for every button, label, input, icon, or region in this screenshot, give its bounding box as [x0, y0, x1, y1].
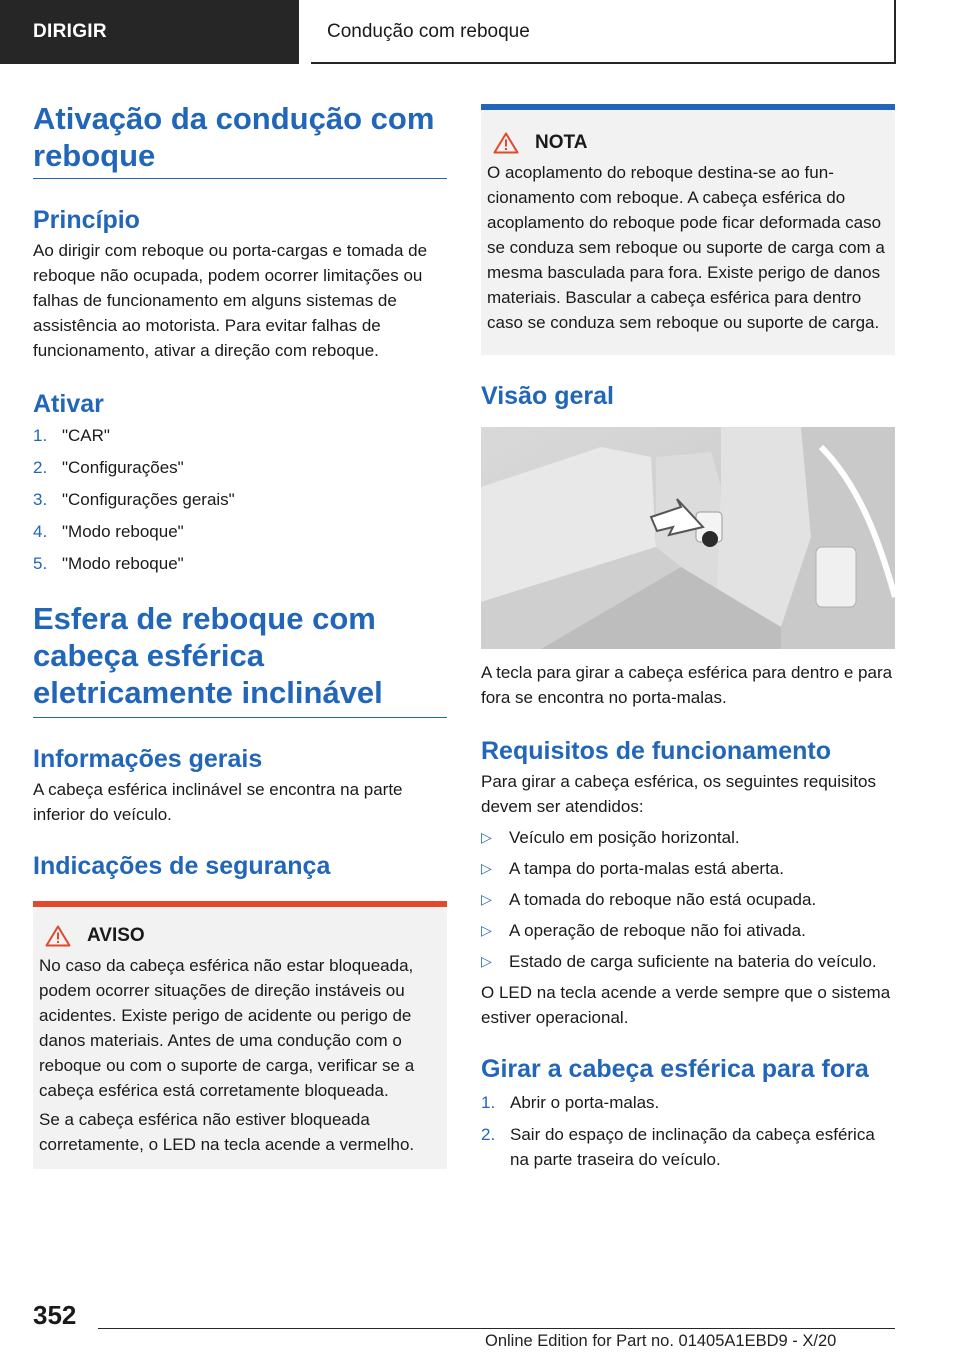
heading-requisitos: Requisitos de funcionamento	[481, 737, 832, 765]
bullet-triangle-icon: ▷	[481, 953, 492, 969]
list-item: 1. Abrir o porta-malas.	[481, 1093, 660, 1112]
list-item: ▷ A operação de reboque não foi ativada.	[481, 918, 895, 943]
heading-informacoes: Informações gerais	[33, 745, 263, 773]
list-item: 2. "Configurações"	[33, 458, 184, 477]
list-item: 2. Sair do espaço de inclinação da cabeça esférica na parte traseira do veículo.	[481, 1125, 875, 1169]
photo-caption: A tecla para girar a cabeça esférica para dentro e para fora se encontra no porta-malas.	[481, 663, 893, 707]
principio-text: Ao dirigir com reboque ou porta-cargas e tomada de reboque não ocupada, podem ocorrer limitações ou falhas de funcionamento em alguns sistemas de assistência ao motorista. Para evitar falhas de funcionamento, ativar a direção com reboque.	[33, 241, 428, 360]
heading-principio: Princípio	[33, 206, 140, 234]
list-item: ▷ Estado de carga suficiente na bateria do veículo.	[481, 949, 895, 974]
girar-steps	[481, 1090, 895, 1172]
section-label: DIRIGIR	[0, 0, 299, 64]
page-header	[0, 0, 960, 66]
section-heading-ativacao: Ativação da condução com reboque	[33, 100, 447, 179]
warning-text-2: Se a cabeça esférica não estiver bloqueada corretamente, o LED na tecla acende a vermelho.	[39, 1110, 415, 1154]
list-item: ▷ A tomada do reboque não está ocupada.	[481, 887, 895, 912]
page-number: 352	[33, 1300, 77, 1330]
bullet-triangle-icon: ▷	[481, 829, 492, 845]
note-label: NOTA	[535, 132, 588, 153]
requisitos-intro: Para girar a cabeça esférica, os seguintes requisitos devem ser atendidos:	[481, 772, 876, 816]
led-note: O LED na tecla acende a verde sempre que o sistema estiver operacional.	[481, 983, 891, 1027]
bullet-triangle-icon: ▷	[481, 860, 492, 876]
warning-box	[33, 901, 447, 1169]
informacoes-text: A cabeça esférica inclinável se encontra na parte inferior do veículo.	[33, 780, 403, 824]
warning-triangle-icon	[493, 132, 519, 154]
note-text: O acoplamento do reboque destina-se ao funcionamento com reboque. A cabeça esférica do acoplamento do reboque pode ficar deformada caso se conduza sem reboque ou suporte de carga com a mesma basculada para fora. Existe perigo de danos materiais. Bascular a cabeça esférica para dentro caso se conduza sem reboque ou suporte de carga.	[487, 163, 885, 332]
list-item: 5. "Modo reboque"	[33, 554, 184, 573]
list-item: 4. "Modo reboque"	[33, 522, 184, 541]
list-item: 1. "CAR"	[33, 426, 110, 445]
list-item: ▷ Veículo em posição horizontal.	[481, 825, 895, 850]
list-item: ▷ A tampa do porta-malas está aberta.	[481, 856, 895, 881]
trunk-photo	[481, 427, 895, 649]
list-item: 3. "Configurações gerais"	[33, 490, 235, 509]
left-column	[33, 100, 447, 1169]
edition-info: Online Edition for Part no. 01405A1EBD9 - X/20	[485, 1332, 837, 1350]
heading-ativar: Ativar	[33, 390, 104, 418]
warning-label: AVISO	[87, 925, 145, 946]
chapter-title: Condução com reboque	[311, 0, 896, 64]
bullet-triangle-icon: ▷	[481, 922, 492, 938]
right-column	[481, 104, 895, 1179]
trunk-illustration	[481, 427, 895, 649]
heading-seguranca: Indicações de segurança	[33, 852, 331, 880]
requisitos-list	[481, 825, 895, 974]
warning-text-1: No caso da cabeça esférica não estar bloqueada, podem ocorrer situações de direção instáveis ou acidentes. Existe perigo de acidente ou perigo de danos materiais. Antes de uma condução com o reboque ou com o suporte de carga, verificar se a cabeça esférica está corretamente bloqueada.	[39, 956, 415, 1100]
footer-divider	[98, 1328, 895, 1329]
section-heading-esfera: Esfera de reboque com cabeça esférica eletricamente inclinável	[33, 600, 447, 718]
heading-girar: Girar a cabeça esférica para fora	[481, 1055, 869, 1083]
ativar-steps	[33, 423, 447, 576]
note-box	[481, 104, 895, 355]
bullet-triangle-icon: ▷	[481, 891, 492, 907]
warning-triangle-icon	[45, 925, 71, 947]
heading-visao-geral: Visão geral	[481, 382, 614, 410]
